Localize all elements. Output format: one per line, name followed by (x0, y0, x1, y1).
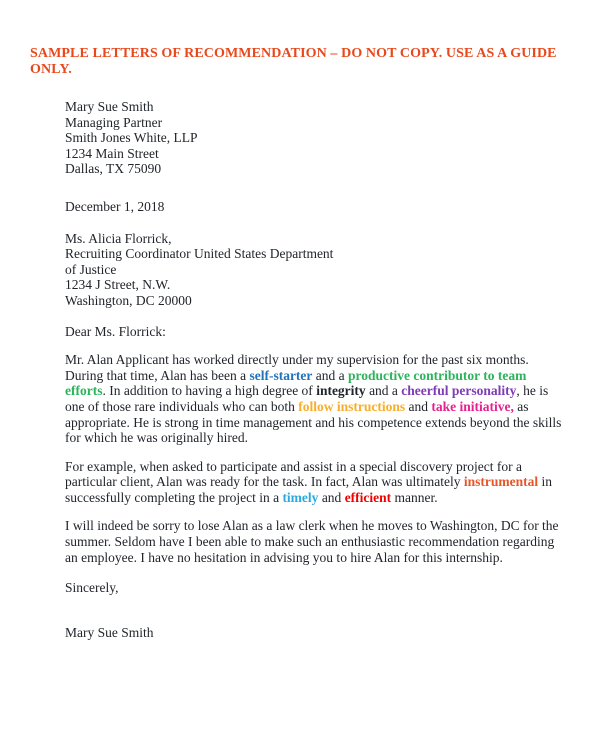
paragraph-text: as appropriate. He is strong in time management and his competence extends beyond the skills for which he was originally hired. (65, 398, 562, 446)
highlighted-phrase: efficient (344, 489, 392, 505)
highlighted-phrase: follow instructions (298, 398, 406, 414)
highlighted-phrase: timely (282, 489, 319, 505)
address-line: Smith Jones White, LLP (65, 130, 198, 146)
address-line: Recruiting Coordinator United States Department (65, 246, 334, 262)
highlighted-phrase: take initiative, (431, 398, 514, 414)
address-line: of Justice (65, 261, 117, 277)
highlighted-phrase: productive contributor to team efforts (65, 367, 527, 399)
address-line: Managing Partner (65, 114, 163, 130)
address-line: Mary Sue Smith (65, 99, 154, 114)
paragraph-text: Mr. Alan Applicant has worked directly under my supervision for the past six months. During that time, Alan has been a (65, 352, 529, 383)
paragraph-text: , he is one of those rare individuals who can both (65, 383, 549, 414)
signature-name: Mary Sue Smith (65, 624, 154, 640)
paragraph-text: in successfully completing the project in a (65, 474, 553, 505)
highlighted-phrase: cheerful personality (401, 383, 517, 399)
letter-page (0, 46, 600, 746)
paragraph-text: For example, when asked to participate and assist in a special discovery project for a particular client, Alan was ready for the task. In fact, Alan was ultimately (65, 458, 522, 490)
address-line: Dallas, TX 75090 (65, 161, 162, 177)
paragraph-text: and (405, 398, 432, 414)
paragraph-text: . In addition to having a high degree of (102, 383, 317, 399)
sample-notice: SAMPLE LETTERS OF RECOMMENDATION – DO NOT COPY. USE AS A GUIDE ONLY. (30, 46, 557, 77)
salutation: Dear Ms. Florrick: (65, 323, 166, 339)
highlighted-phrase: instrumental (463, 474, 539, 490)
paragraph-text: and a (312, 367, 349, 383)
address-line: 1234 Main Street (65, 145, 159, 161)
paragraph (65, 352, 567, 446)
address-line: Ms. Alicia Florrick, (65, 230, 172, 246)
paragraph-text: and (318, 489, 345, 505)
sender-address (65, 99, 567, 177)
paragraph (65, 459, 567, 506)
letter-paragraphs (65, 352, 567, 565)
address-line: Washington, DC 20000 (65, 292, 192, 308)
highlighted-phrase: integrity (316, 383, 366, 399)
letter-date: December 1, 2018 (65, 198, 165, 214)
paragraph-text: manner. (391, 489, 438, 505)
address-line: 1234 J Street, N.W. (65, 277, 171, 293)
paragraph-text: I will indeed be sorry to lose Alan as a law clerk when he moves to Washington, DC for the summer. Seldom have I been able to make such an enthusiastic recommendation regarding an employee. I have no hesitation in advising you to hire Alan for this internship. (65, 518, 559, 565)
paragraph-text: and a (365, 383, 402, 399)
paragraph (65, 518, 567, 565)
letter-body (65, 99, 567, 640)
recipient-address (65, 231, 567, 309)
highlighted-phrase: self-starter (249, 367, 313, 383)
closing: Sincerely, (65, 580, 119, 596)
